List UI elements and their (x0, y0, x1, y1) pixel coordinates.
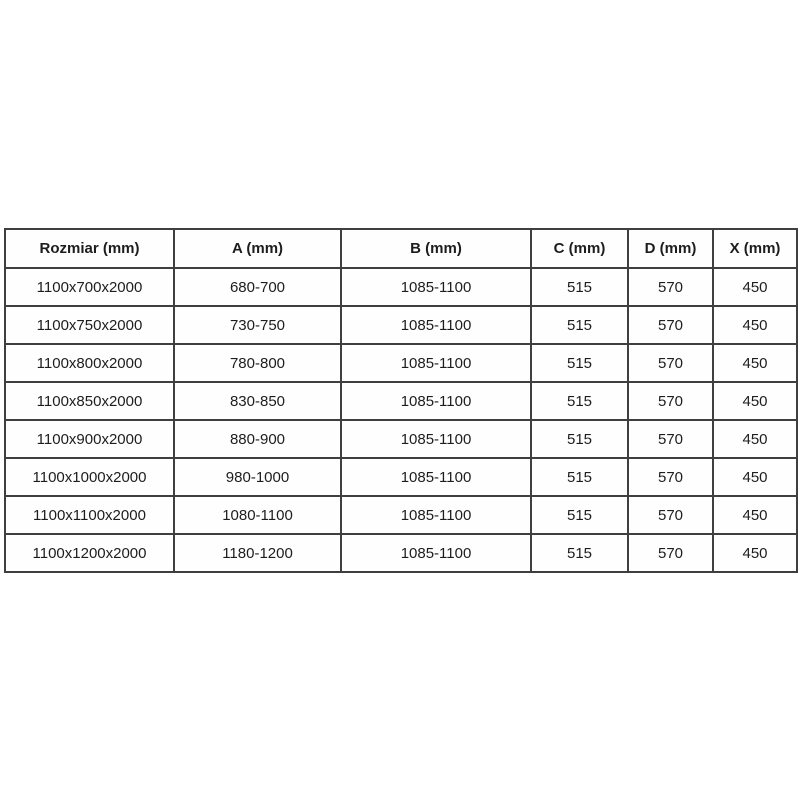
table-cell: 570 (628, 306, 713, 344)
table-row (5, 268, 797, 306)
table-cell: 1100x900x2000 (5, 420, 174, 458)
table-cell: 515 (531, 344, 628, 382)
table-cell: 450 (713, 420, 797, 458)
table-cell: 570 (628, 534, 713, 572)
table-cell: 515 (531, 420, 628, 458)
column-header-a: A (mm) (174, 229, 341, 268)
table-cell: 570 (628, 382, 713, 420)
table-cell: 1085-1100 (341, 458, 531, 496)
table-cell: 570 (628, 268, 713, 306)
column-header-d: D (mm) (628, 229, 713, 268)
table-cell: 515 (531, 268, 628, 306)
table-cell: 1085-1100 (341, 344, 531, 382)
header-row (5, 229, 797, 268)
table-cell: 450 (713, 496, 797, 534)
dimensions-table (4, 228, 798, 573)
table-cell: 1085-1100 (341, 496, 531, 534)
table-cell: 570 (628, 458, 713, 496)
table-cell: 450 (713, 306, 797, 344)
table-cell: 570 (628, 344, 713, 382)
table-cell: 450 (713, 458, 797, 496)
table-row (5, 382, 797, 420)
table-cell: 515 (531, 534, 628, 572)
column-header-rozmiar: Rozmiar (mm) (5, 229, 174, 268)
table-cell: 570 (628, 496, 713, 534)
table-cell: 450 (713, 344, 797, 382)
column-header-x: X (mm) (713, 229, 797, 268)
table-cell: 880-900 (174, 420, 341, 458)
table-cell: 515 (531, 382, 628, 420)
table-cell: 1180-1200 (174, 534, 341, 572)
table-row (5, 496, 797, 534)
table-cell: 1100x1000x2000 (5, 458, 174, 496)
table-cell: 515 (531, 306, 628, 344)
table-cell: 450 (713, 268, 797, 306)
table-body (5, 268, 797, 572)
table-cell: 1085-1100 (341, 306, 531, 344)
table-cell: 1100x800x2000 (5, 344, 174, 382)
table-row (5, 458, 797, 496)
table-header (5, 229, 797, 268)
table-cell: 1085-1100 (341, 268, 531, 306)
table-cell: 1080-1100 (174, 496, 341, 534)
column-header-c: C (mm) (531, 229, 628, 268)
table-cell: 450 (713, 382, 797, 420)
table-cell: 450 (713, 534, 797, 572)
table-cell: 570 (628, 420, 713, 458)
table-row (5, 344, 797, 382)
column-header-b: B (mm) (341, 229, 531, 268)
table-row (5, 420, 797, 458)
table-cell: 980-1000 (174, 458, 341, 496)
table-row (5, 534, 797, 572)
table-cell: 1100x1100x2000 (5, 496, 174, 534)
table-cell: 1085-1100 (341, 534, 531, 572)
table-cell: 1100x700x2000 (5, 268, 174, 306)
table-cell: 780-800 (174, 344, 341, 382)
table-cell: 515 (531, 458, 628, 496)
table-cell: 1085-1100 (341, 382, 531, 420)
table-cell: 515 (531, 496, 628, 534)
table-row (5, 306, 797, 344)
table-cell: 1100x1200x2000 (5, 534, 174, 572)
table-cell: 1100x750x2000 (5, 306, 174, 344)
table-cell: 680-700 (174, 268, 341, 306)
table-cell: 1085-1100 (341, 420, 531, 458)
table-cell: 830-850 (174, 382, 341, 420)
table-cell: 730-750 (174, 306, 341, 344)
table-cell: 1100x850x2000 (5, 382, 174, 420)
